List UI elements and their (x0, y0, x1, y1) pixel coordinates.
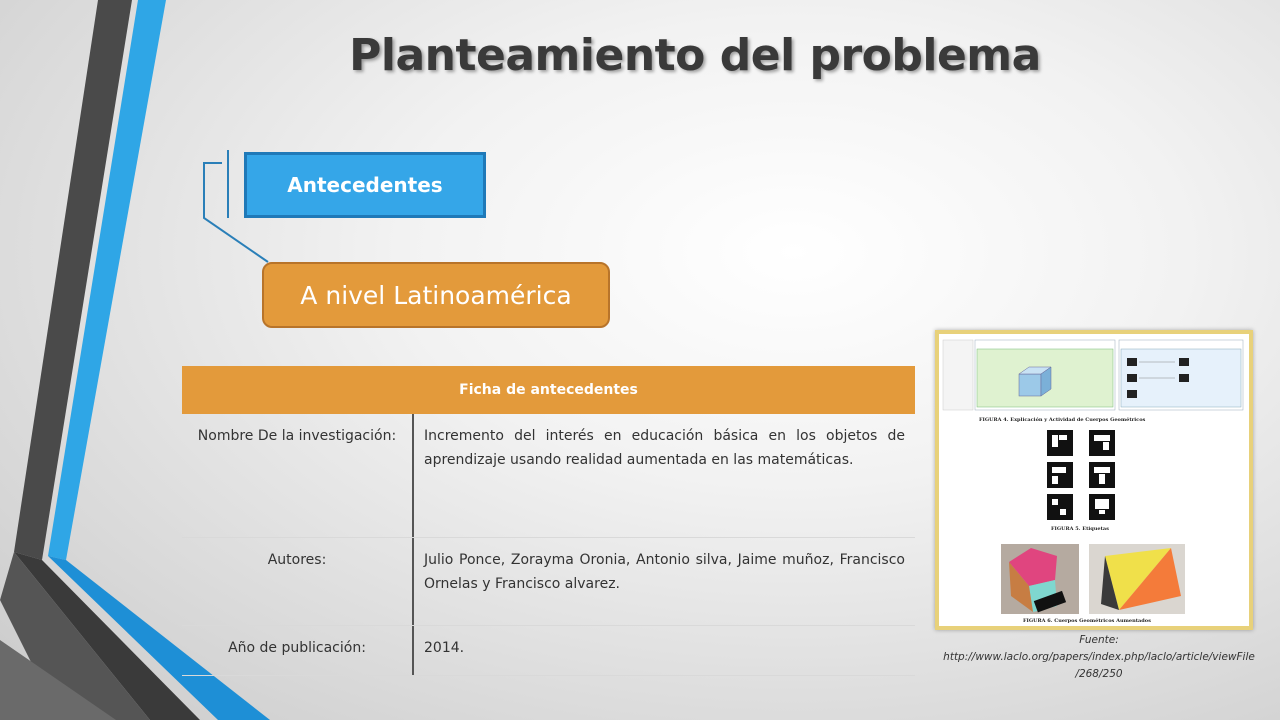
row-value: Julio Ponce, Zorayma Oronia, Antonio silva, Jaime muñoz, Francisco Ornelas y Francisco alvarez. (424, 552, 905, 592)
source-url-line1: http://www.laclo.org/papers/index.php/laclo/article/viewFile (943, 651, 1255, 663)
table-header: Ficha de antecedentes (182, 366, 915, 414)
table-row (182, 626, 915, 676)
row-value: 2014. (424, 640, 465, 656)
figure-illustration (939, 334, 1249, 626)
table-row (182, 414, 915, 538)
figure-caption-6: FIGURA 6. Cuerpos Geométricos Aumentados (1023, 618, 1151, 624)
row-label: Año de publicación: (182, 626, 414, 675)
row-label: Autores: (182, 538, 414, 625)
table-row (182, 538, 915, 626)
paper-figure-image (935, 330, 1253, 630)
subsection-latinoamerica-box: A nivel Latinoamérica (262, 262, 610, 328)
figure-caption-5: FIGURA 5. Etiquetas (1051, 526, 1109, 532)
section-antecedentes-box: Antecedentes (244, 152, 486, 218)
slide-title: Planteamiento del problema (349, 30, 1041, 81)
source-label: Fuente: (1079, 634, 1119, 646)
source-url-line2: /268/250 (1075, 668, 1123, 680)
source-citation (918, 632, 1280, 683)
row-value: Incremento del interés en educación básica en los objetos de aprendizaje usando realidad aumentada en las matemáticas. (424, 428, 905, 468)
row-label: Nombre De la investigación: (182, 414, 414, 537)
ficha-table (182, 366, 915, 676)
figure-caption-4: FIGURA 4. Explicación y Actividad de Cuerpos Geométricos (979, 417, 1146, 423)
